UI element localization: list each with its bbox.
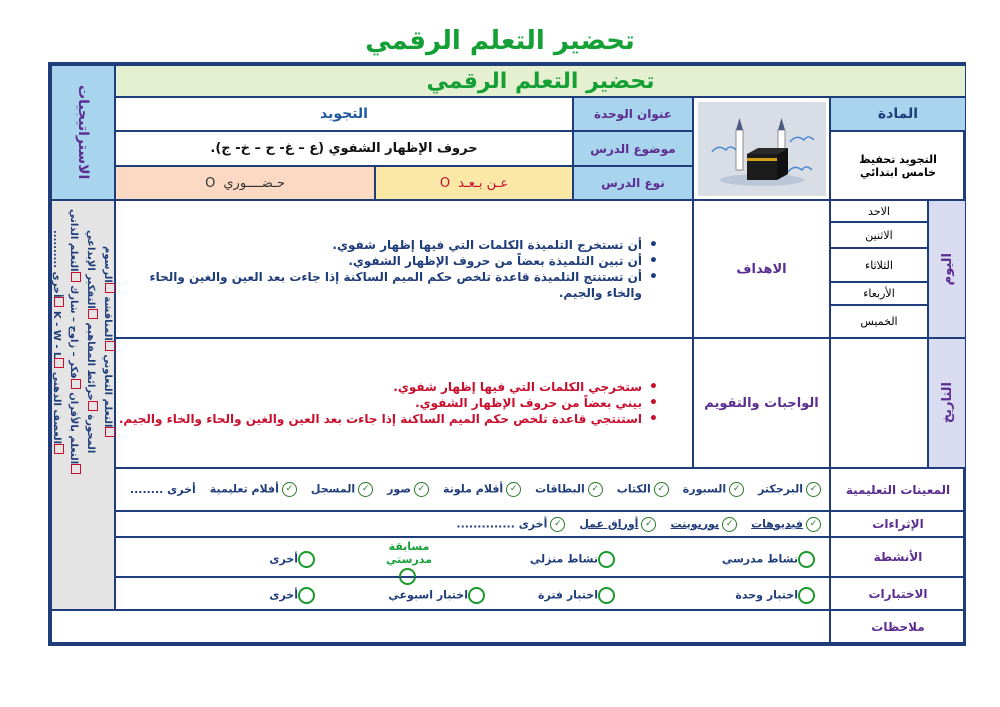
activities-label: الأنشطة (830, 537, 966, 577)
radio-icon (798, 587, 815, 604)
aid-label: صور (387, 482, 411, 496)
check-icon: ✓ (722, 517, 737, 532)
aid-label: الكتاب (616, 482, 651, 496)
check-icon: ✓ (506, 482, 521, 497)
radio-icon: O (205, 175, 216, 191)
test-other[interactable] (269, 587, 319, 604)
topic-label: موضوع الدرس (573, 131, 693, 166)
radio-icon (468, 587, 485, 604)
objectives-list (116, 237, 692, 301)
homework-item: • استنتجي قاعدة تلخص حكم الميم الساكنة إذا جاءت بعد العين والغين والحاء والخاء والجيم. (116, 411, 642, 427)
checkbox-icon[interactable] (105, 427, 115, 437)
tests-options (115, 577, 830, 610)
test-unit[interactable] (735, 587, 819, 604)
activity-home-label: نشاط منزلي (529, 552, 598, 566)
date-header (928, 338, 966, 468)
homework-item: • ستخرجي الكلمات التي فيها إظهار شفوي. (116, 379, 642, 395)
strategy-item: التعلم بالأقران (68, 392, 79, 465)
day-item[interactable]: الثلاثاء (830, 248, 928, 282)
strategies-text (49, 209, 117, 474)
aids-label: المعينات التعليمية (830, 468, 966, 511)
objective-item: • أن تبين التلميذة بعضاً من حروف الإظهار الشفوي. (116, 253, 642, 269)
enrichment-list (456, 517, 821, 532)
type-inperson-label: حـضــــوري (223, 175, 285, 191)
aids-options (115, 468, 830, 511)
subject-label: المادة (830, 97, 966, 131)
checkbox-icon[interactable] (71, 379, 81, 389)
strategy-item: التعلم الذاتي (68, 209, 79, 272)
tests-label: الاختبارات (830, 577, 966, 610)
radio-icon (298, 587, 315, 604)
aid-label: البطاقات (535, 482, 585, 496)
aid-option[interactable] (210, 482, 297, 497)
radio-icon (598, 587, 615, 604)
day-header (928, 200, 966, 338)
subject-value-line2: خامس ابتدائي (859, 165, 937, 179)
radio-icon (798, 551, 815, 568)
subject-value-line1: التجويد تحفيظ (859, 152, 937, 166)
strategy-item: خرائط المفاهيم (85, 322, 96, 401)
activity-other-label: أخرى (269, 552, 298, 566)
strategy-item: أخرى .......... (51, 229, 62, 298)
radio-icon (598, 551, 615, 568)
unit-value: التجويد (115, 97, 573, 131)
type-label: نوع الدرس (573, 166, 693, 200)
aid-label: أفلام تعليمية (209, 482, 279, 496)
checkbox-icon[interactable] (54, 297, 64, 307)
strategies-list (51, 200, 115, 610)
type-inperson-option[interactable] (115, 166, 375, 200)
aid-option[interactable] (617, 482, 669, 497)
activity-home[interactable] (530, 551, 619, 568)
checkbox-icon[interactable] (105, 283, 115, 293)
strategy-item: المحورة (85, 414, 96, 454)
check-icon: ✓ (588, 482, 603, 497)
homework-content (115, 338, 693, 468)
test-period[interactable] (538, 587, 619, 604)
activity-school[interactable] (722, 551, 819, 568)
strategy-item: التفكير الإبداعي (85, 229, 96, 309)
date-label: التاريخ (939, 382, 955, 424)
checkbox-icon[interactable] (54, 358, 64, 368)
page-title: تحضير التعلم الرقمي (365, 26, 635, 56)
aid-option[interactable] (758, 482, 821, 497)
topic-value: حروف الإظهار الشفوي (ع – غ- ح – خ- ج). (115, 131, 573, 166)
test-period-label: اختبار فترة (537, 588, 598, 602)
check-icon: ✓ (358, 482, 373, 497)
enrichment-option[interactable] (670, 517, 737, 532)
objectives-content (115, 200, 693, 338)
enrichment-label-text: فيديوهات (751, 517, 803, 530)
aid-label: البرجكتر (758, 482, 803, 496)
kaaba-image-cell (693, 97, 830, 200)
aid-option[interactable] (443, 482, 521, 497)
test-other-label: أخرى (269, 588, 298, 602)
notes-label: ملاحظات (830, 610, 966, 643)
checkbox-icon[interactable] (71, 272, 81, 282)
kaaba-mosque-image (698, 102, 826, 196)
strategy-item: الرسوم (102, 245, 113, 283)
check-icon: ✓ (806, 482, 821, 497)
objective-item: • أن تستخرج التلميذة الكلمات التي فيها إظهار شفوي. (116, 237, 642, 253)
strategy-item: K - W - L (51, 310, 62, 358)
date-value (830, 338, 928, 468)
test-weekly[interactable] (388, 587, 489, 604)
aid-option[interactable] (387, 482, 429, 497)
aid-label: السبورة (682, 482, 727, 496)
aid-option[interactable] (311, 482, 373, 497)
strategy-item: التعلم التعاوني (102, 354, 113, 428)
enrichment-label: الإثراءات (830, 511, 966, 537)
homework-item: • بيني بعضاً من حروف الإظهار الشفوي. (116, 395, 642, 411)
check-icon: ✓ (654, 482, 669, 497)
test-weekly-label: اختبار اسبوعي (388, 588, 468, 602)
check-icon: ✓ (641, 517, 656, 532)
activity-school-label: نشاط مدرسي (721, 552, 798, 566)
aid-other[interactable]: أخرى ........ (129, 483, 196, 496)
unit-label: عنوان الوحدة (573, 97, 693, 131)
activity-contest-label: مسابقة مدرستي (386, 540, 432, 566)
strategy-item: العصف الذهني (51, 371, 62, 444)
aid-option[interactable] (535, 482, 603, 497)
subject-value (830, 131, 966, 200)
radio-icon: O (439, 175, 451, 191)
enrichment-option[interactable] (579, 517, 656, 532)
activity-other[interactable] (269, 551, 319, 568)
strategies-label: الاستراتيجيات (75, 85, 91, 180)
test-unit-label: اختبار وحدة (735, 588, 798, 602)
objective-item: • أن تستنتج التلميذة قاعدة تلخص حكم الميم الساكنة إذا جاءت بعد العين والغين والحاء والخاء والجيم. (116, 269, 642, 301)
enrichment-options (115, 511, 830, 537)
strategy-item: المناقشة (102, 296, 113, 341)
lesson-plan-table (48, 62, 966, 646)
homework-label: الواجبات والتقويم (693, 338, 830, 468)
type-remote-label: عـن بـعـد (458, 175, 509, 191)
aid-label: أقلام ملونة (442, 482, 504, 496)
homework-list (116, 379, 692, 427)
table-title: تحضير التعلم الرقمي (115, 65, 966, 97)
checkbox-icon[interactable] (88, 401, 98, 411)
enrichment-other-text: أخرى .............. (456, 517, 548, 530)
check-icon: ✓ (550, 517, 565, 532)
check-icon: ✓ (414, 482, 429, 497)
check-icon: ✓ (806, 517, 821, 532)
aids-list (130, 482, 821, 497)
day-item[interactable]: الأربعاء (830, 282, 928, 305)
checkbox-icon[interactable] (88, 309, 98, 319)
radio-icon (298, 551, 315, 568)
day-item[interactable]: الاحد (830, 200, 928, 222)
day-label: اليوم (939, 252, 955, 286)
activities-options (115, 537, 830, 577)
check-icon: ✓ (282, 482, 297, 497)
notes-field[interactable] (51, 610, 830, 643)
strategy-item: فكر – زاوج – شارك (68, 285, 79, 379)
type-remote-option[interactable] (375, 166, 573, 200)
day-item[interactable]: الخميس (830, 305, 928, 338)
checkbox-icon[interactable] (105, 341, 115, 351)
checkbox-icon[interactable] (71, 464, 81, 474)
day-item[interactable]: الاثنين (830, 222, 928, 248)
objectives-label: الاهداف (693, 200, 830, 338)
checkbox-icon[interactable] (54, 444, 64, 454)
enrichment-label-text: بوربوينت (670, 517, 720, 530)
strategies-header (51, 65, 115, 200)
enrichment-label-text: أوراق عمل (579, 517, 639, 530)
enrichment-option[interactable] (751, 517, 821, 532)
enrichment-other[interactable] (456, 517, 565, 532)
aid-option[interactable] (683, 482, 744, 497)
aid-label: المسجل (310, 482, 356, 496)
check-icon: ✓ (729, 482, 744, 497)
